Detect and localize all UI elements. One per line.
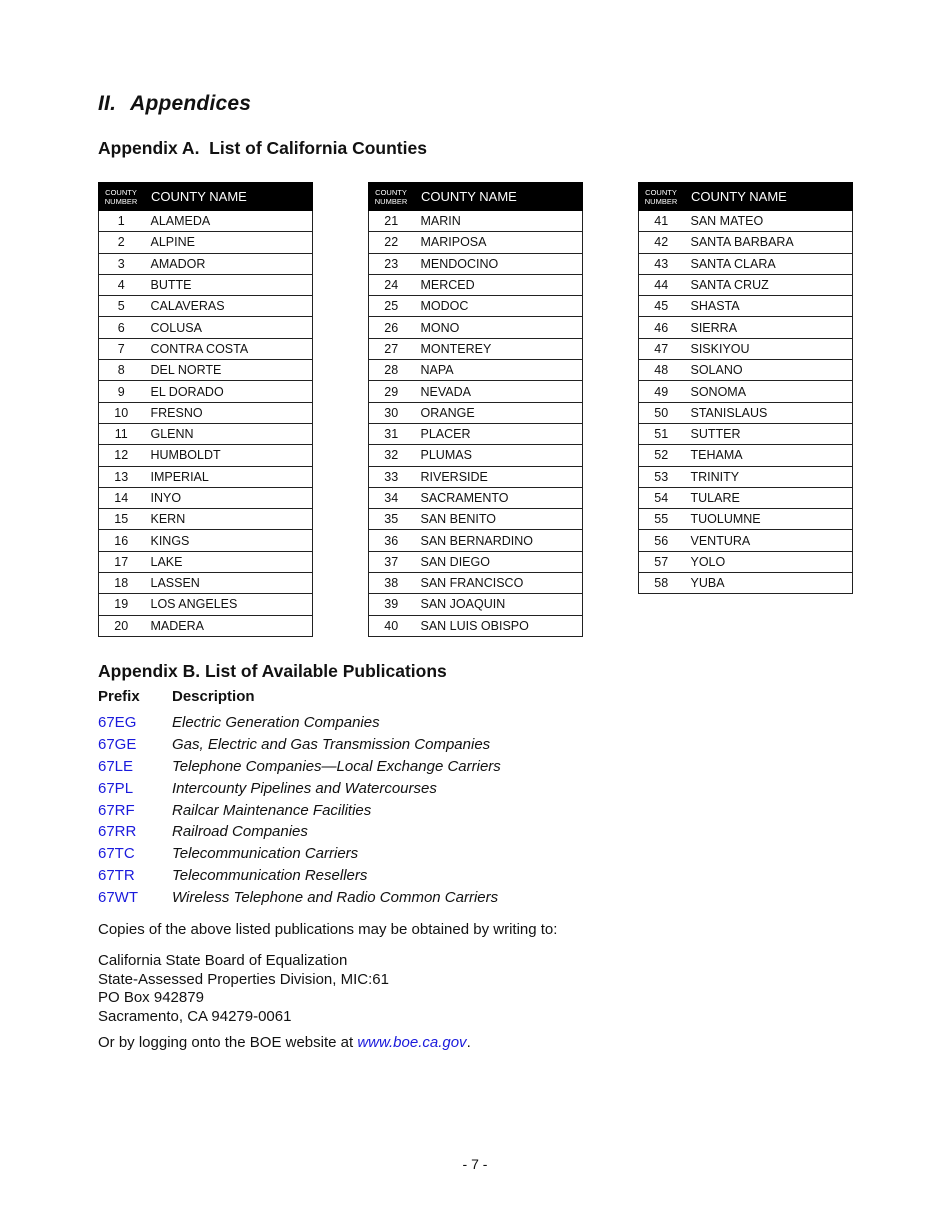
county-number: 4 (99, 274, 144, 295)
county-number: 16 (99, 530, 144, 551)
county-row (369, 360, 583, 381)
publication-description: Intercounty Pipelines and Watercourses (172, 779, 437, 797)
address-line: State-Assessed Properties Division, MIC:61 (98, 970, 389, 988)
county-row (99, 423, 313, 444)
county-name: SOLANO (684, 360, 853, 381)
county-name: EL DORADO (144, 381, 313, 402)
county-row (639, 317, 853, 338)
county-name: STANISLAUS (684, 402, 853, 423)
county-row (639, 509, 853, 530)
county-name: SAN BERNARDINO (414, 530, 583, 551)
publication-row (98, 865, 501, 887)
county-number: 22 (369, 232, 414, 253)
county-row (369, 402, 583, 423)
appendix-b-title: Appendix B. List of Available Publications (98, 661, 447, 681)
publication-prefix-link[interactable]: 67WT (98, 888, 139, 906)
county-name: CALAVERAS (144, 296, 313, 317)
publication-row (98, 821, 501, 843)
county-name: SIERRA (684, 317, 853, 338)
publications-header-row (98, 688, 501, 712)
county-name: VENTURA (684, 530, 853, 551)
county-name: SUTTER (684, 423, 853, 444)
county-row (639, 211, 853, 232)
county-name: SAN JOAQUIN (414, 594, 583, 615)
county-number: 24 (369, 274, 414, 295)
county-name: SAN FRANCISCO (414, 573, 583, 594)
county-row (369, 509, 583, 530)
county-number: 23 (369, 253, 414, 274)
county-row (99, 253, 313, 274)
county-name: SAN LUIS OBISPO (414, 615, 583, 636)
county-name: SANTA BARBARA (684, 232, 853, 253)
county-number: 21 (369, 211, 414, 232)
county-name: LASSEN (144, 573, 313, 594)
county-name: MERCED (414, 274, 583, 295)
county-number: 30 (369, 402, 414, 423)
county-name: LOS ANGELES (144, 594, 313, 615)
county-row (639, 466, 853, 487)
county-row (639, 381, 853, 402)
county-number: 51 (639, 423, 684, 444)
county-number: 31 (369, 423, 414, 444)
publication-description: Telephone Companies—Local Exchange Carriers (172, 757, 501, 775)
county-row (369, 551, 583, 572)
county-row (369, 594, 583, 615)
county-name: AMADOR (144, 253, 313, 274)
county-name: ALPINE (144, 232, 313, 253)
county-row (639, 573, 853, 594)
description-header: Description (172, 688, 255, 705)
publication-description: Wireless Telephone and Radio Common Carriers (172, 888, 499, 906)
county-name: MONO (414, 317, 583, 338)
county-header-row (99, 183, 313, 211)
county-name: MENDOCINO (414, 253, 583, 274)
county-table (638, 182, 853, 594)
publication-description: Telecommunication Resellers (172, 866, 368, 884)
county-name: IMPERIAL (144, 466, 313, 487)
county-name: MADERA (144, 615, 313, 636)
county-number: 42 (639, 232, 684, 253)
county-number: 34 (369, 487, 414, 508)
county-name: GLENN (144, 423, 313, 444)
county-name: HUMBOLDT (144, 445, 313, 466)
prefix-header: Prefix (98, 688, 140, 705)
section-title (98, 92, 251, 116)
county-number: 6 (99, 317, 144, 338)
county-row (639, 551, 853, 572)
publication-prefix-link[interactable]: 67GE (98, 736, 137, 754)
county-row (99, 551, 313, 572)
county-row (639, 296, 853, 317)
publication-prefix-link[interactable]: 67RF (98, 801, 135, 819)
county-name: SONOMA (684, 381, 853, 402)
publication-description: Railcar Maintenance Facilities (172, 801, 372, 819)
county-name: PLUMAS (414, 445, 583, 466)
county-number: 53 (639, 466, 684, 487)
county-number: 43 (639, 253, 684, 274)
county-number: 11 (99, 423, 144, 444)
county-row (369, 445, 583, 466)
county-name: MODOC (414, 296, 583, 317)
county-name: CONTRA COSTA (144, 338, 313, 359)
county-name: MARIPOSA (414, 232, 583, 253)
county-table (368, 182, 583, 637)
county-row (369, 423, 583, 444)
county-number: 33 (369, 466, 414, 487)
county-number: 12 (99, 445, 144, 466)
county-row (369, 317, 583, 338)
publication-prefix-link[interactable]: 67PL (98, 779, 134, 797)
county-row (369, 232, 583, 253)
publication-row (98, 799, 501, 821)
county-name: INYO (144, 487, 313, 508)
county-name-header: COUNTY NAME (144, 183, 313, 211)
county-row (639, 274, 853, 295)
county-number: 35 (369, 509, 414, 530)
county-row (369, 274, 583, 295)
county-number: 38 (369, 573, 414, 594)
website-prefix: Or by logging onto the BOE website at (98, 1034, 358, 1051)
county-name: NAPA (414, 360, 583, 381)
county-row (369, 466, 583, 487)
website-suffix: . (466, 1034, 471, 1051)
address-line: PO Box 942879 (98, 989, 204, 1007)
county-number: 52 (639, 445, 684, 466)
county-number: 45 (639, 296, 684, 317)
county-row (369, 211, 583, 232)
address-line: Sacramento, CA 94279-0061 (98, 1007, 292, 1025)
publications-table (98, 688, 501, 908)
county-row (639, 530, 853, 551)
county-name: FRESNO (144, 402, 313, 423)
county-number: 46 (639, 317, 684, 338)
publication-description: Electric Generation Companies (172, 714, 380, 732)
county-number: 13 (99, 466, 144, 487)
county-name: YOLO (684, 551, 853, 572)
county-row (99, 381, 313, 402)
website-link[interactable]: www.boe.ca.gov (357, 1034, 467, 1051)
mailing-address (98, 952, 389, 1026)
copies-text: Copies of the above listed publications may be obtained by writing to: (98, 921, 558, 938)
county-row (99, 530, 313, 551)
county-row (639, 253, 853, 274)
county-row (639, 487, 853, 508)
county-row (99, 338, 313, 359)
county-row (639, 338, 853, 359)
county-name: SACRAMENTO (414, 487, 583, 508)
publication-prefix-link[interactable]: 67LE (98, 757, 134, 775)
county-name: ORANGE (414, 402, 583, 423)
county-name: COLUSA (144, 317, 313, 338)
publication-row (98, 777, 501, 799)
county-row (99, 615, 313, 636)
county-name: RIVERSIDE (414, 466, 583, 487)
county-number: 14 (99, 487, 144, 508)
county-name-header: COUNTY NAME (414, 183, 583, 211)
county-row (369, 487, 583, 508)
county-number: 36 (369, 530, 414, 551)
county-number: 19 (99, 594, 144, 615)
publication-row (98, 756, 501, 778)
publication-prefix-link[interactable]: 67RR (98, 823, 137, 841)
county-row (639, 423, 853, 444)
county-name: SAN BENITO (414, 509, 583, 530)
county-header-row (369, 183, 583, 211)
publication-prefix-link[interactable]: 67TR (98, 866, 135, 884)
county-name: SAN MATEO (684, 211, 853, 232)
county-row (639, 445, 853, 466)
county-row (99, 487, 313, 508)
publication-description: Railroad Companies (172, 823, 308, 841)
publication-description: Telecommunication Carriers (172, 845, 359, 863)
county-number: 58 (639, 573, 684, 594)
county-row (369, 296, 583, 317)
county-name: SANTA CRUZ (684, 274, 853, 295)
county-name: MONTEREY (414, 338, 583, 359)
county-number: 54 (639, 487, 684, 508)
county-row (99, 211, 313, 232)
county-row (99, 573, 313, 594)
county-number: 15 (99, 509, 144, 530)
county-number: 28 (369, 360, 414, 381)
county-name: PLACER (414, 423, 583, 444)
county-number: 1 (99, 211, 144, 232)
county-row (369, 381, 583, 402)
county-row (99, 274, 313, 295)
county-number: 8 (99, 360, 144, 381)
county-name: BUTTE (144, 274, 313, 295)
county-row (639, 402, 853, 423)
county-name: SANTA CLARA (684, 253, 853, 274)
county-number-header: COUNTY NUMBER (639, 183, 684, 211)
publication-row (98, 886, 501, 908)
county-name: NEVADA (414, 381, 583, 402)
county-table (98, 182, 313, 637)
county-number: 17 (99, 551, 144, 572)
website-line (98, 1034, 471, 1053)
page-number: - 7 - (462, 1156, 488, 1172)
county-number-header: COUNTY NUMBER (99, 183, 144, 211)
county-number: 27 (369, 338, 414, 359)
address-line: California State Board of Equalization (98, 952, 348, 969)
county-row (639, 360, 853, 381)
county-number: 18 (99, 573, 144, 594)
county-number: 3 (99, 253, 144, 274)
county-number: 44 (639, 274, 684, 295)
county-name: TEHAMA (684, 445, 853, 466)
publication-prefix-link[interactable]: 67TC (98, 845, 135, 863)
county-number: 25 (369, 296, 414, 317)
county-number: 26 (369, 317, 414, 338)
county-name: ALAMEDA (144, 211, 313, 232)
county-row (99, 594, 313, 615)
county-name: KINGS (144, 530, 313, 551)
county-number: 56 (639, 530, 684, 551)
county-row (99, 466, 313, 487)
county-number: 40 (369, 615, 414, 636)
section-title-text: Appendices (130, 92, 252, 115)
county-row (369, 530, 583, 551)
county-row (369, 338, 583, 359)
county-row (99, 232, 313, 253)
county-number: 32 (369, 445, 414, 466)
county-name: LAKE (144, 551, 313, 572)
county-number: 47 (639, 338, 684, 359)
county-name: DEL NORTE (144, 360, 313, 381)
publication-prefix-link[interactable]: 67EG (98, 714, 137, 732)
county-name-header: COUNTY NAME (684, 183, 853, 211)
county-number: 49 (639, 381, 684, 402)
county-header-row (639, 183, 853, 211)
county-number: 5 (99, 296, 144, 317)
county-number: 10 (99, 402, 144, 423)
county-name: SHASTA (684, 296, 853, 317)
county-row (99, 445, 313, 466)
county-number: 48 (639, 360, 684, 381)
county-name: SAN DIEGO (414, 551, 583, 572)
county-number: 41 (639, 211, 684, 232)
county-name: TULARE (684, 487, 853, 508)
county-number: 29 (369, 381, 414, 402)
county-row (369, 253, 583, 274)
section-numeral: II. (98, 92, 117, 115)
publication-row (98, 843, 501, 865)
county-name: TRINITY (684, 466, 853, 487)
county-number: 57 (639, 551, 684, 572)
county-number: 39 (369, 594, 414, 615)
publication-row (98, 712, 501, 734)
county-name: KERN (144, 509, 313, 530)
publication-row (98, 734, 501, 756)
county-name: MARIN (414, 211, 583, 232)
county-row (99, 509, 313, 530)
county-number: 50 (639, 402, 684, 423)
county-row (639, 232, 853, 253)
county-number: 20 (99, 615, 144, 636)
county-number: 55 (639, 509, 684, 530)
county-row (369, 615, 583, 636)
county-row (99, 296, 313, 317)
county-number: 2 (99, 232, 144, 253)
county-name: TUOLUMNE (684, 509, 853, 530)
county-name: YUBA (684, 573, 853, 594)
publication-description: Gas, Electric and Gas Transmission Companies (172, 736, 491, 754)
county-number-header: COUNTY NUMBER (369, 183, 414, 211)
county-row (99, 317, 313, 338)
appendix-a-title: Appendix A. List of California Counties (98, 138, 427, 158)
county-row (99, 402, 313, 423)
county-number: 9 (99, 381, 144, 402)
county-row (369, 573, 583, 594)
county-number: 37 (369, 551, 414, 572)
county-row (99, 360, 313, 381)
county-name: SISKIYOU (684, 338, 853, 359)
county-number: 7 (99, 338, 144, 359)
